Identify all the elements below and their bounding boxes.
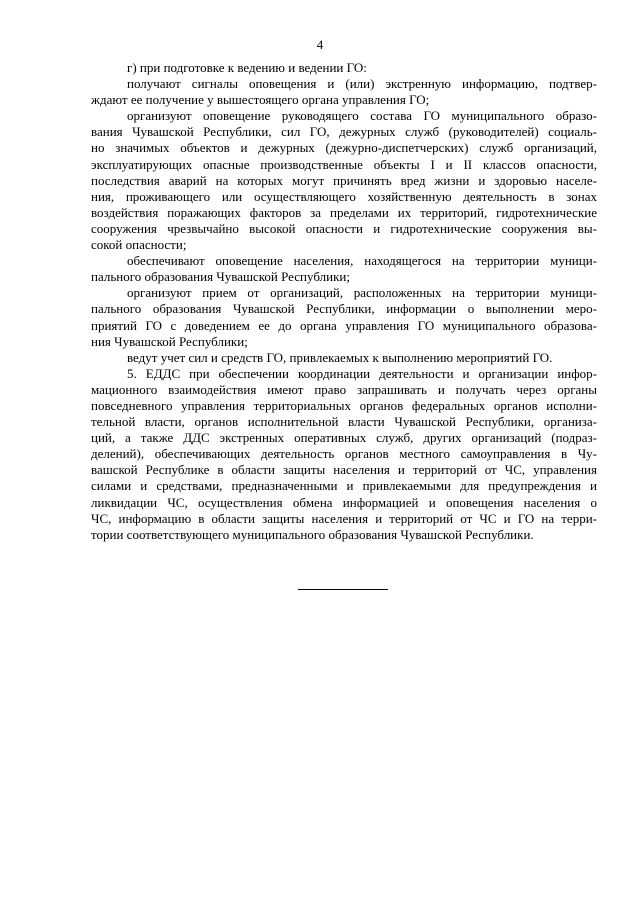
text-line: эксплуатирующих опасные производственные объекты I и II классов опасности, (91, 156, 597, 172)
text-line: мационного взаимодействия имеют право запрашивать и получать через органы (91, 381, 597, 397)
paragraph-population-warning (91, 253, 597, 285)
text-line: организуют прием от организаций, расположенных на территории муници- (127, 285, 597, 301)
text-line: ЧС, информацию в области защиты населения и территорий от ЧС и ГО на терри- (91, 510, 597, 526)
text-line: ния Чувашской Республики; (91, 333, 248, 349)
text-line: ждают ее получение у вышестоящего органа управления ГО; (91, 92, 430, 108)
paragraph-receive-information (91, 285, 597, 349)
end-of-text-divider (298, 589, 388, 590)
text-line: тории соответствующего муниципального образования Чувашской Республики. (91, 526, 534, 542)
text-line: вашской Республике в области защиты населения и территорий от ЧС, управления (91, 462, 597, 478)
page-number: 4 (316, 37, 324, 52)
text-line: тельной власти, органов исполнительной власти Чувашской Республики, организа- (91, 414, 597, 430)
paragraph-civil-defense-heading (91, 60, 597, 76)
text-line: пального образования Чувашской Республики, информации о выполнении меро- (91, 301, 597, 317)
paragraph-section-5 (91, 366, 597, 543)
text-line: организуют оповещение руководящего состава ГО муниципального образо- (127, 108, 597, 124)
text-line: получают сигналы оповещения и (или) экстренную информацию, подтвер- (127, 76, 597, 92)
document-body (91, 60, 597, 543)
paragraph-receive-signals (91, 76, 597, 108)
text-line: делений), обеспечивающих деятельность органов местного самоуправления в Чу- (91, 446, 597, 462)
paragraph-resource-accounting (91, 350, 597, 366)
text-line: воздействия поражающих факторов за пределами их территорий, гидротехнические (91, 204, 597, 220)
text-line: ведут учет сил и средств ГО, привлекаемых к выполнению мероприятий ГО. (127, 349, 553, 365)
text-line: пального образования Чувашской Республики; (91, 269, 350, 285)
text-line: приятий ГО с доведением ее до органа управления ГО муниципального образова- (91, 317, 597, 333)
text-line: ния, проживающего или осуществляющего хозяйственную деятельность в зонах (91, 188, 597, 204)
text-line: сооружения чрезвычайно высокой опасности и гидротехнические сооружения вы- (91, 220, 597, 236)
text-line: повседневного управления территориальных органов федеральных органов исполни- (91, 397, 597, 413)
text-line: обеспечивают оповещение населения, находящегося на территории муници- (127, 253, 597, 269)
text-line: ций, а также ДДС экстренных оперативных служб, других организаций (подраз- (91, 430, 597, 446)
text-line: г) при подготовке к ведению и ведении ГО: (127, 60, 367, 75)
text-line: вания Чувашской Республики, сил ГО, дежурных служб (руководителей) социаль- (91, 124, 597, 140)
text-line: 5. ЕДДС при обеспечении координации деятельности и организации инфор- (127, 365, 597, 381)
paragraph-organize-warning (91, 108, 597, 253)
text-line: сокой опасности; (91, 237, 187, 253)
text-line: последствия аварий на которых могут причинять вред жизни и здоровью населе- (91, 172, 597, 188)
text-line: силами и средствами, предназначенными и привлекаемыми для предупреждения и (91, 478, 597, 494)
text-line: ликвидации ЧС, осуществления обмена информацией и оповещения населения о (91, 494, 597, 510)
text-line: но значимых объектов и дежурных (дежурно-диспетчерских) служб организаций, (91, 140, 597, 156)
